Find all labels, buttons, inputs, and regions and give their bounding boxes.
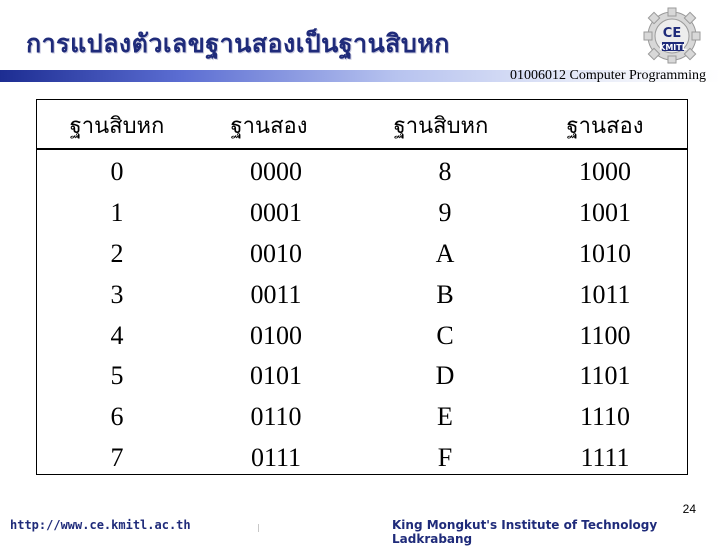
table-cell: 1000 [579,157,631,186]
course-code: 01006012 Computer Programming [510,68,706,83]
table-cell: 0111 [250,443,302,473]
table-header-divider [36,148,688,150]
table-cell: 1001 [579,197,631,227]
footer-url: http://www.ce.kmitl.ac.th [10,518,191,532]
table-cell: 8 [438,157,452,186]
binary-column-1 [196,152,356,479]
table-cell: D [435,361,455,391]
header-binary-2: ฐานสอง [566,114,644,139]
table-cell: 1 [110,197,124,227]
hex-column-2 [365,152,525,479]
header-hex-2: ฐานสิบหก [393,114,489,139]
table-cell: 1110 [579,402,631,432]
page-number: 24 [682,502,696,516]
table-cell: 0011 [250,279,302,309]
table-cell: 0100 [250,320,302,350]
table-cell: 0110 [250,402,302,432]
table-cell: 1111 [580,443,630,473]
table-cell: B [436,279,454,309]
binary-column-2 [525,152,685,479]
table-cell: 0010 [250,238,302,268]
header-hex-1: ฐานสิบหก [69,114,165,139]
table-cell: 1010 [579,238,631,268]
table-cell: 0 [110,157,124,186]
table-cell: 3 [110,279,124,309]
table-cell: 1011 [579,279,631,309]
table-cell: 0001 [250,197,302,227]
table-cell: 5 [110,361,124,391]
table-cell: 0101 [250,361,302,391]
table-cell: 2 [110,238,124,268]
table-cell: F [437,443,453,473]
logo-text-kmitl: KMITL [659,43,687,52]
table-cell: 7 [110,443,124,473]
logo-text-ce: CE [662,26,682,41]
table-cell: 1100 [579,320,631,350]
table-cell: C [436,320,454,350]
table-cell: 6 [110,402,124,432]
table-cell: 9 [438,197,452,227]
table-cell: 1101 [579,361,631,391]
table-cell: A [435,238,455,268]
ce-kmitl-logo [640,6,704,64]
header-binary-1: ฐานสอง [230,114,308,139]
table-cell: 0000 [250,157,302,186]
footer-institute: King Mongkut's Institute of Technology Ladkrabang [392,518,658,546]
footer-divider [258,524,263,532]
hex-column-1 [37,152,197,479]
table-cell: E [437,402,453,432]
slide-title: การแปลงตัวเลขฐานสองเป็นฐานสิบหก [26,29,450,58]
table-cell: 4 [110,320,124,350]
